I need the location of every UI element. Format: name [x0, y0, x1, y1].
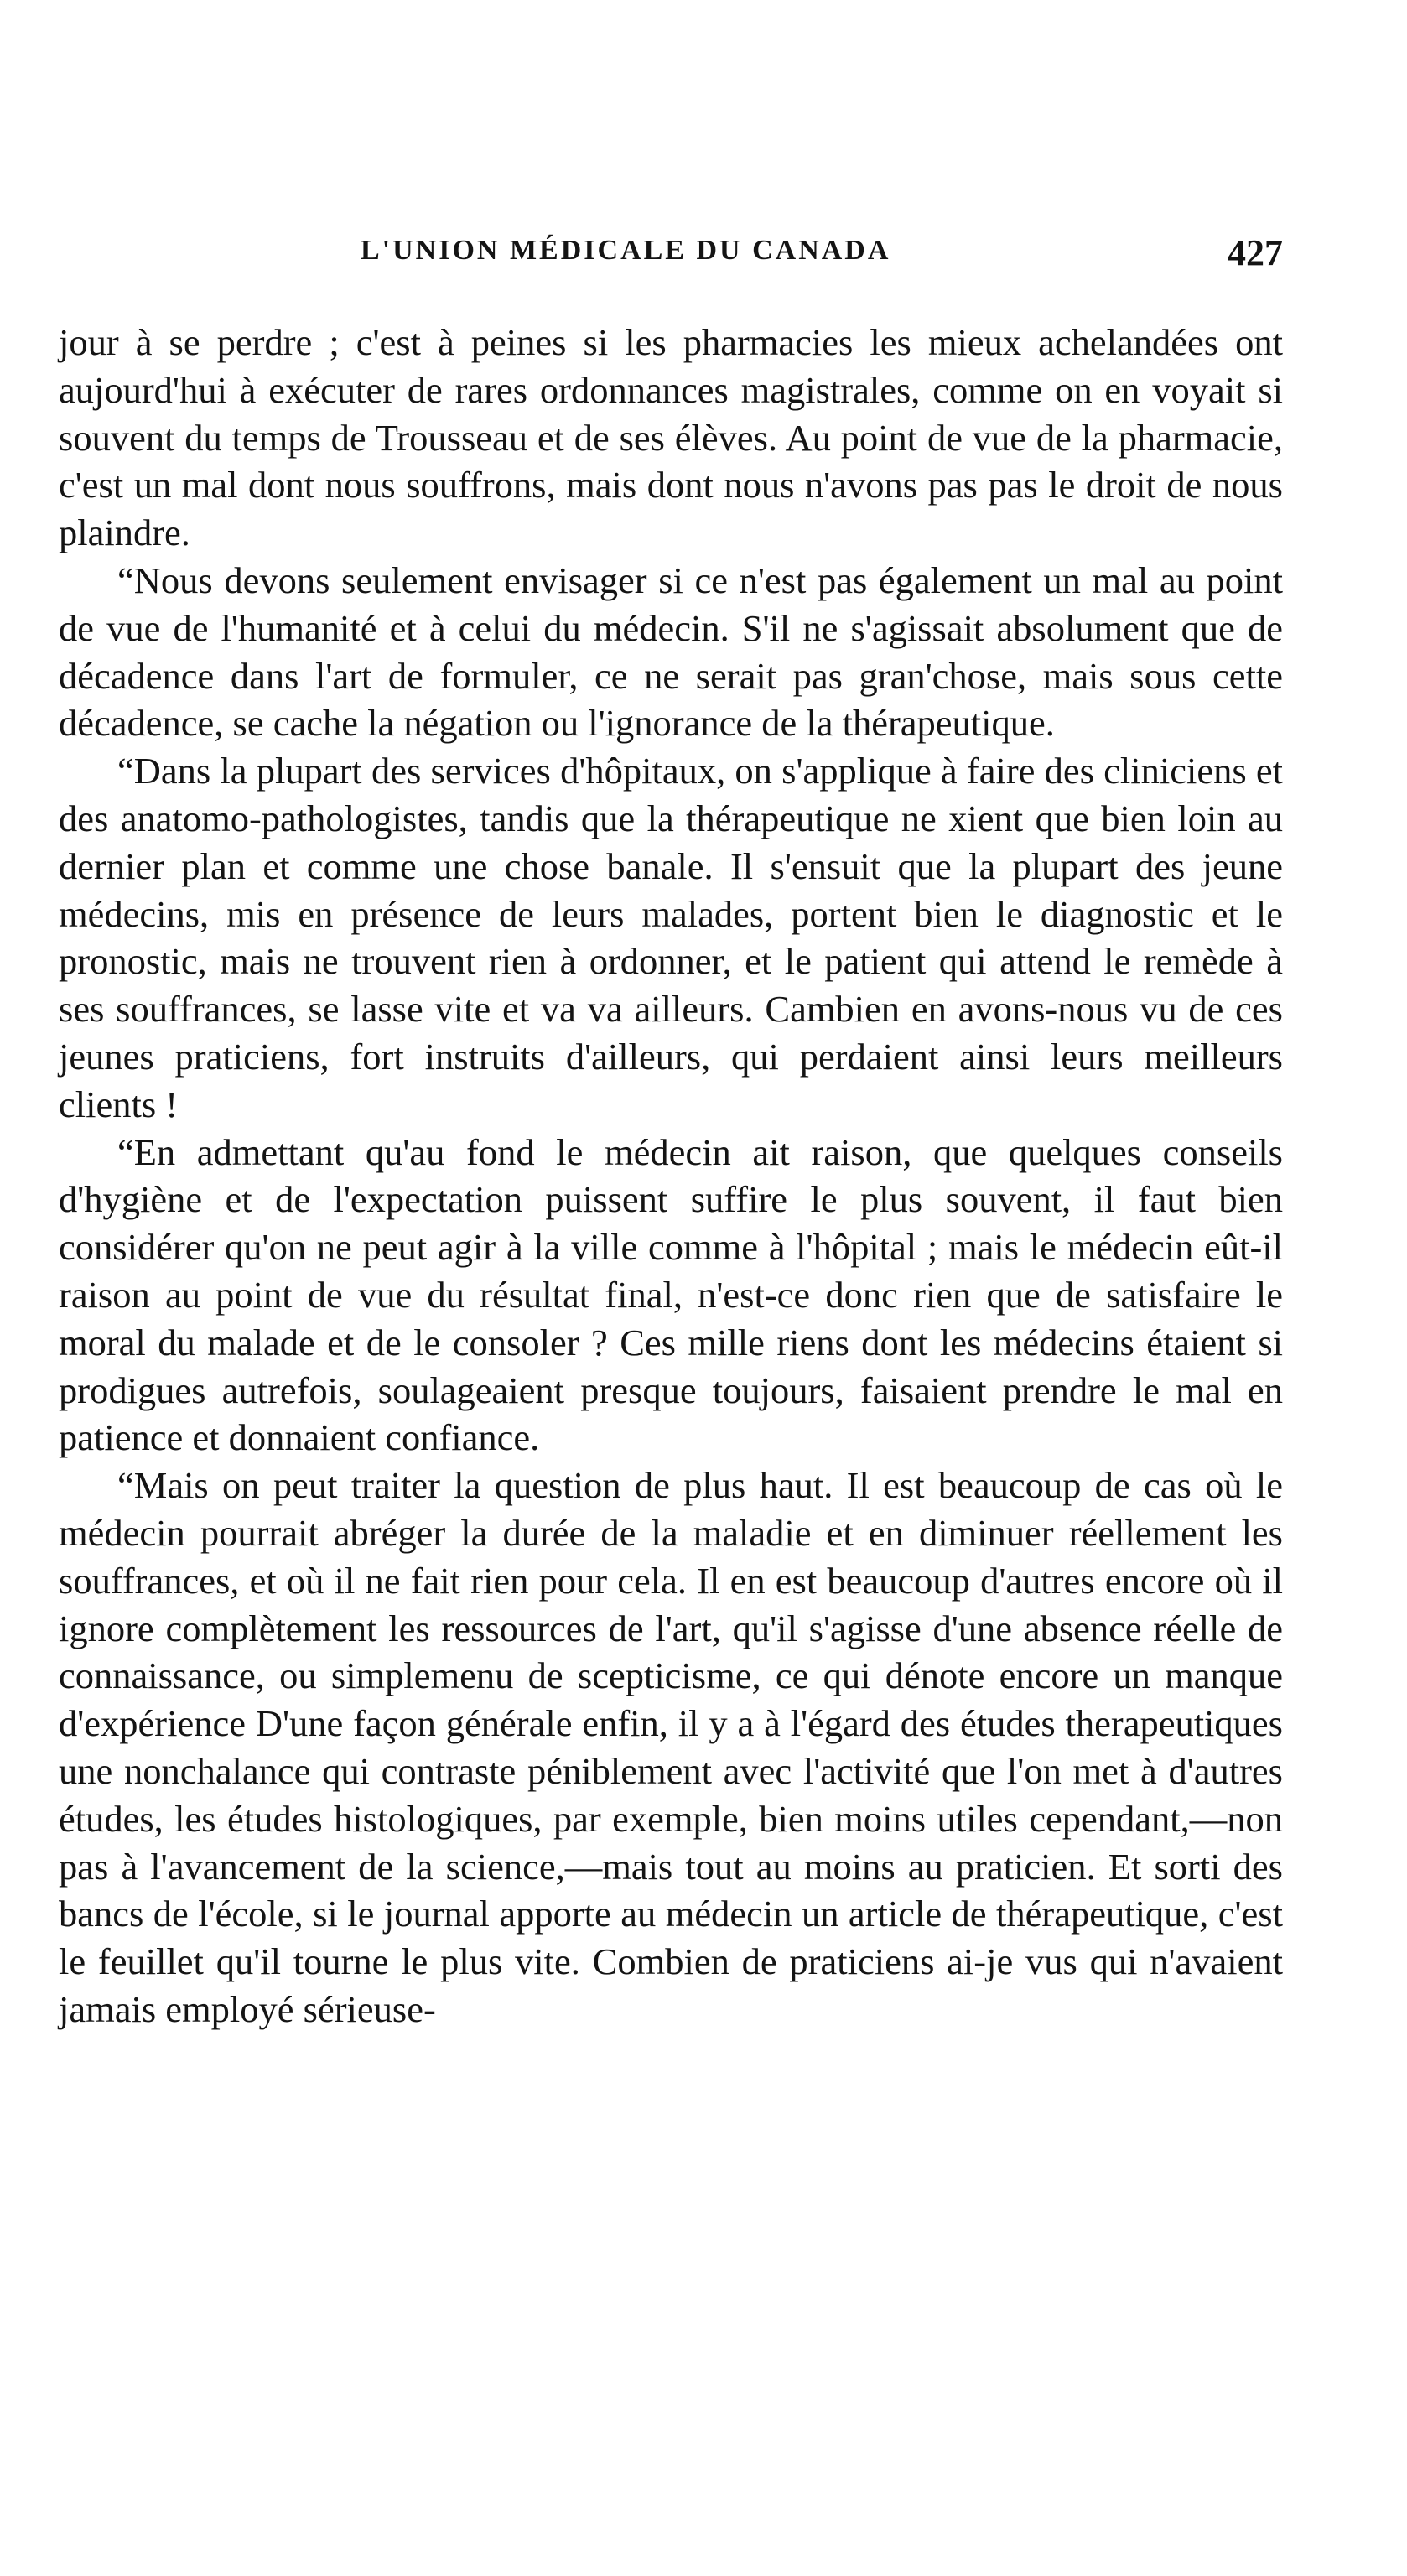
paragraph-2: “Nous devons seulement envisager si ce n'est pas également un mal au point de vue de l'humanité et à celui du médecin. S'il ne s'agissait absolument que de décadence dans l'art de formuler, ce ne serait pas gran'chose, mais sous cette décadence, se cache la négation ou l'ignorance de la thérapeutique.	[59, 558, 1283, 745]
paragraph-4: “En admettant qu'au fond le médecin ait raison, que quelques conseils d'hygiène et de l'expectation puissent suffire le plus souvent, il faut bien considérer qu'on ne peut agir à la ville comme à l'hôpital ; mais le médecin eût-il raison au point de vue du résultat final, n'est-ce donc rien que de satisfaire le moral du malade et de le consoler ? Ces mille riens dont les médecins étaient si prodigues autrefois, soulageaient presque toujours, faisaient prendre le mal en patience et donnaient confiance.	[59, 1130, 1283, 1459]
running-head	[59, 232, 1283, 285]
paragraph-1: jour à se perdre ; c'est à peines si les pharmacies les mieux achelandées ont aujourd'hui à exécuter de rares ordonnances magistrales, comme on en voyait si souvent du temps de Trousseau et de ses élèves. Au point de vue de la pharmacie, c'est un mal dont nous souffrons, mais dont nous n'avons pas pas le droit de nous plaindre.	[59, 321, 1283, 554]
page-number: 427	[1228, 232, 1283, 273]
document-page	[59, 232, 1283, 2033]
body-text	[59, 319, 1283, 2033]
paragraph-3: “Dans la plupart des services d'hôpitaux, on s'applique à faire des cliniciens et des anatomo-pathologistes, tandis que la thérapeutique ne xient que bien loin au dernier plan et comme une chose banale. Il s'ensuit que la plupart des jeune médecins, mis en présence de leurs malades, portent bien le diagnostic et le pronostic, mais ne trouvent rien à ordonner, et le patient qui attend le remède à ses souffrances, se lasse vite et va va ailleurs. Cambien en avons-nous vu de ces jeunes praticiens, fort instruits d'ailleurs, qui perdaient ainsi leurs meilleurs clients !	[59, 750, 1283, 1125]
paragraph-5: “Mais on peut traiter la question de plus haut. Il est beaucoup de cas où le médecin pourrait abréger la durée de la maladie et en diminuer réellement les souffrances, et où il ne fait rien pour cela. Il en est beaucoup d'autres encore où il ignore complètement les ressources de l'art, qu'il s'agisse d'une absence réelle de connaissance, ou simplemenu de scepticisme, ce qui dénote encore un manque d'expérience D'une façon générale enfin, il y a à l'égard des études therapeutiques une nonchalance qui contraste péniblement avec l'activité que l'on met à d'autres études, les études histologiques, par exemple, bien moins utiles cependant,—non pas à l'avancement de la science,—mais tout au moins au praticien. Et sorti des bancs de l'école, si le journal apporte au médecin un article de thérapeutique, c'est le feuillet qu'il tourne le plus vite. Combien de praticiens ai-je vus qui n'avaient jamais employé sérieuse-	[59, 1464, 1283, 2030]
running-title: L'UNION MÉDICALE DU CANADA	[361, 235, 891, 266]
